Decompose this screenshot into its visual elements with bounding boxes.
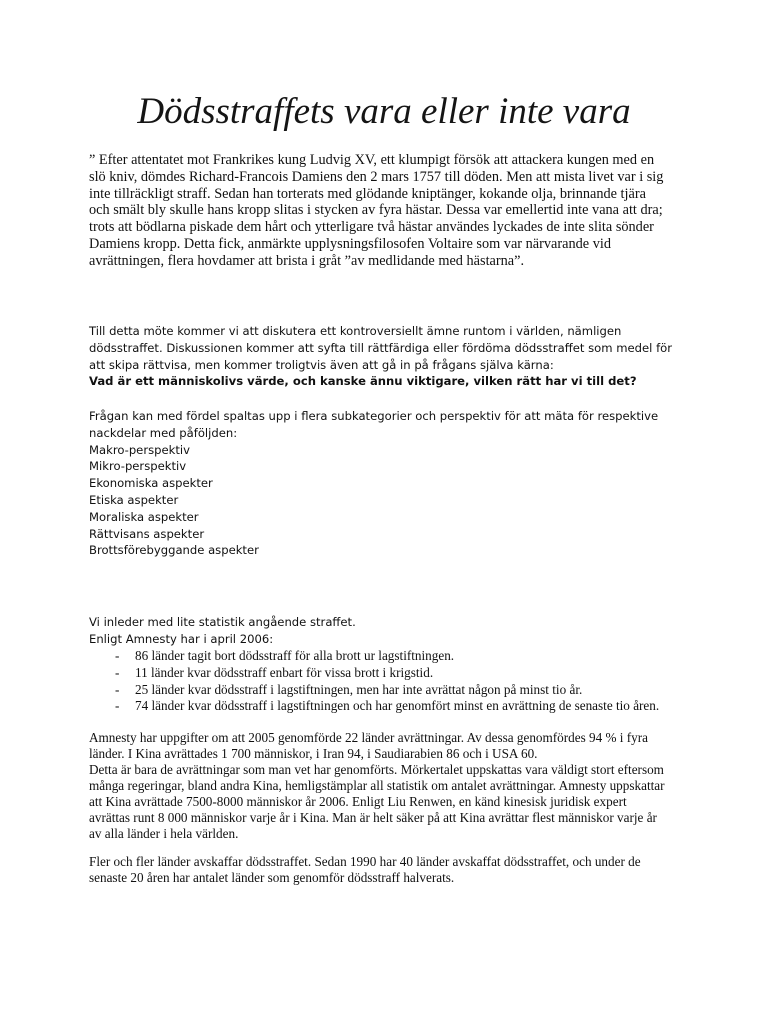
stats-list	[89, 648, 689, 715]
aspect-item: Rättvisans aspekter	[89, 526, 205, 541]
stats-item	[89, 648, 689, 665]
aspect-list	[89, 442, 689, 560]
stats-item	[89, 698, 689, 715]
stats-item-text: 86 länder tagit bort dödsstraff för alla brott ur lagstiftningen.	[135, 648, 455, 663]
bullet-dash: -	[115, 698, 120, 714]
aspect-item: Brottsförebyggande aspekter	[89, 543, 259, 558]
bullet-dash: -	[115, 681, 120, 697]
stats-item-text: 74 länder kvar dödsstraff i lagstiftningen och har genomfört minst en avrättning de senaste tio åren.	[135, 698, 660, 714]
stats-intro-line-2: Enligt Amnesty har i april 2006:	[89, 631, 274, 646]
aspects-section	[89, 408, 689, 559]
closing-paragraph: Fler och fler länder avskaffar dödsstraffet. Sedan 1990 har 40 länder avskaffat dödsstraffet, och under de senaste 20 åren har antalet länder som genomför dödsstraff halverats.	[89, 854, 641, 886]
stats-item	[89, 665, 689, 682]
stats-intro-line-1: Vi inleder med lite statistik angående straffet.	[89, 615, 356, 629]
bullet-dash: -	[115, 648, 120, 663]
aspect-item: Makro-perspektiv	[89, 442, 190, 457]
document-title: Dödsstraffets vara eller inte vara	[137, 91, 631, 132]
aspect-item: Ekonomiska aspekter	[89, 476, 213, 491]
intro-section	[89, 323, 689, 390]
stats-body	[89, 730, 669, 842]
aspect-item: Etiska aspekter	[89, 492, 179, 507]
stats-paragraph-2: Detta är bara de avrättningar som man vet har genomförts. Mörkertalet uppskattas vara väldigt stort eftersom många regeringar, bland andra Kina, hemligstämplar all statistik om antalet avrättningar. Amnesty uppskattar att Kina avrättade 7500-8000 människor år 2006. Enligt Liu Renwen, en känd kinesisk juridisk expert avrättas runt 8 000 människor varje år i Kina. Man är helt säker på att Kina avrättar flest människor varje år av alla länder i hela världen.	[89, 762, 665, 841]
aspects-intro: Frågan kan med fördel spaltas upp i flera subkategorier och perspektiv för att mäta för respektive nackdelar med påföljden:	[89, 409, 659, 440]
bullet-dash: -	[115, 664, 120, 680]
aspect-item: Mikro-perspektiv	[89, 459, 187, 474]
stats-intro	[89, 614, 689, 648]
stats-item-text: 25 länder kvar dödsstraff i lagstiftningen, men har inte avrättat någon på minst tio år.	[135, 681, 583, 697]
stats-paragraph-1: Amnesty har uppgifter om att 2005 genomförde 22 länder avrättningar. Av dessa genomfördes 94 % i fyra länder. I Kina avrättades 1 700 människor, i Iran 94, i Saudiarabien 86 och i USA 60.	[89, 730, 648, 761]
key-question: Vad är ett människolivs värde, och kanske ännu viktigare, vilken rätt har vi till det?	[89, 374, 637, 389]
opening-quote: ” Efter attentatet mot Frankrikes kung Ludvig XV, ett klumpigt försök att attackera kungen med en slö kniv, dömdes Richard-Francois Damiens den 2 mars 1757 till döden. Men att mista livet var i sig inte tillräckligt straff. Sedan han torterats med glödande kniptänger, kokande olja, brinnande tjära och smält bly skulle hans kropp slitas i stycken av fyra hästar. Dessa var emellertid inte vana att dra; trots att bödlarna piskade dem hårt och ytterligare två hästar användes lyckades de inte slita sönder Damiens kropp. Detta fick, anmärkte upplysningsfilosofen Voltaire som var närvarande vid avrättningen, flera hovdamer att brista i gråt ”av medlidande med hästarna”.	[89, 152, 664, 269]
stats-item-text: 11 länder kvar dödsstraff enbart för vissa brott i krigstid.	[135, 664, 434, 680]
intro-text: Till detta möte kommer vi att diskutera ett kontroversiellt ämne runtom i världen, nämligen dödsstraffet. Diskussionen kommer att syfta till rättfärdiga eller fördöma dödsstraffet som medel för att skipa rättvisa, men kommer troligtvis även att gå in på frågans själva kärna:	[89, 324, 673, 372]
stats-item	[89, 682, 689, 699]
aspect-item: Moraliska aspekter	[89, 509, 199, 524]
